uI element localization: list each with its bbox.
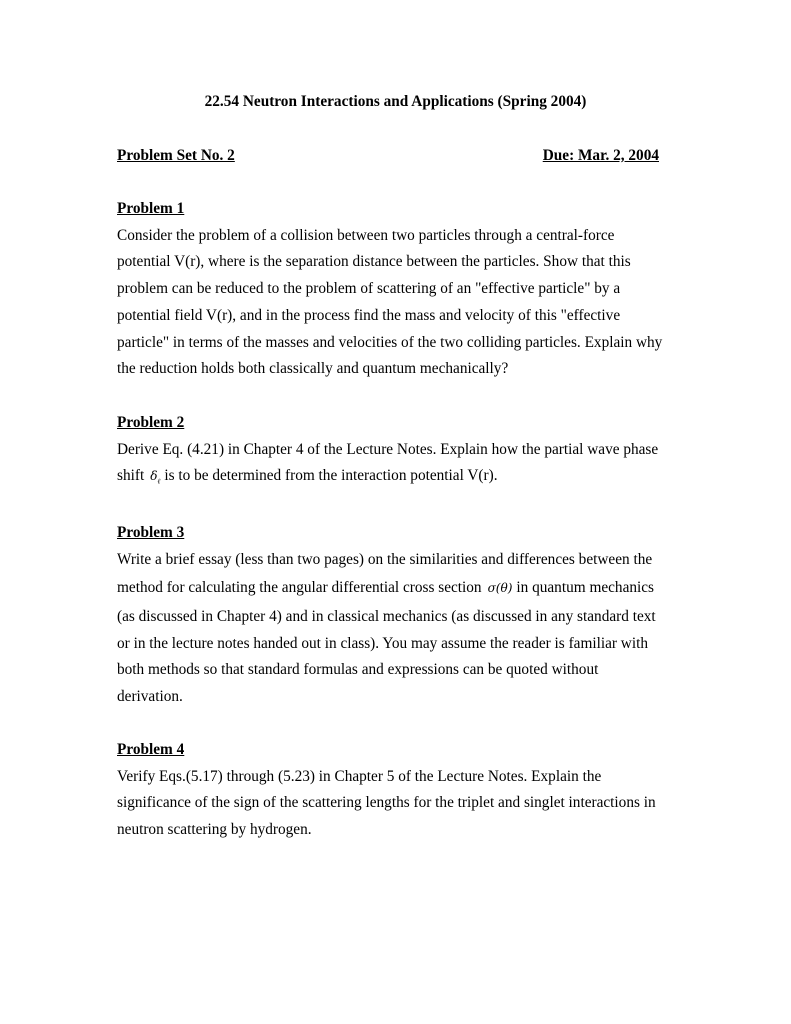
problem-text-line: Verify Eqs.(5.17) through (5.23) in Chapter 5 of the Lecture Notes. Explain the [117, 767, 602, 785]
cross-section-symbol: σ(θ) [487, 581, 513, 596]
problem-text-line: both methods so that standard formulas and expressions can be quoted without [117, 661, 599, 679]
problem-text-line: neutron scattering by hydrogen. [117, 821, 312, 839]
phase-shift-symbol [150, 463, 160, 495]
problem-text-line: significance of the sign of the scattering lengths for the triplet and singlet interactions in [117, 794, 656, 812]
text-fragment: shift [117, 467, 145, 485]
problem-text-line: the reduction holds both classically and quantum mechanically? [117, 360, 509, 378]
problem-text-line: potential field V(r), and in the process find the mass and velocity of this "effective [117, 306, 621, 324]
math-symbol: δ [150, 469, 158, 484]
text-fragment: is to be determined from the interaction potential V(r). [164, 467, 498, 485]
problem-heading: Problem 3 [117, 524, 185, 541]
text-fragment: method for calculating the angular differential cross section [117, 579, 482, 597]
due-date: Due: Mar. 2, 2004 [542, 147, 659, 164]
course-title: 22.54 Neutron Interactions and Applications (Spring 2004) [204, 93, 587, 110]
problem-text-line: (as discussed in Chapter 4) and in classical mechanics (as discussed in any standard text [117, 607, 656, 625]
problem-1 [117, 196, 687, 383]
problem-text-line: Write a brief essay (less than two pages) on the similarities and differences between the [117, 550, 653, 568]
problem-text-line: potential V(r), where is the separation distance between the particles. Show that this [117, 253, 631, 271]
problem-4 [117, 737, 687, 844]
problem-text-line [117, 573, 687, 604]
problem-heading: Problem 4 [117, 741, 185, 758]
problem-text-line: or in the lecture notes handed out in class). You may assume the reader is familiar with [117, 634, 649, 652]
problem-text-line: particle" in terms of the masses and velocities of the two colliding particles. Explain why [117, 333, 663, 351]
problem-text-line [117, 463, 687, 495]
problem-text-line: Consider the problem of a collision between two particles through a central-force [117, 226, 615, 244]
problem-2 [117, 410, 687, 496]
problem-set-number: Problem Set No. 2 [117, 147, 235, 164]
text-fragment: in quantum mechanics [516, 579, 655, 597]
problem-3 [117, 520, 687, 711]
problem-text-line: Derive Eq. (4.21) in Chapter 4 of the Lecture Notes. Explain how the partial wave phase [117, 440, 659, 458]
problem-heading: Problem 1 [117, 200, 185, 217]
math-subscript: ℓ [157, 477, 161, 486]
problem-text-line: problem can be reduced to the problem of scattering of an "effective particle" by a [117, 280, 621, 298]
problem-text-line: derivation. [117, 688, 183, 706]
problem-heading: Problem 2 [117, 414, 185, 431]
